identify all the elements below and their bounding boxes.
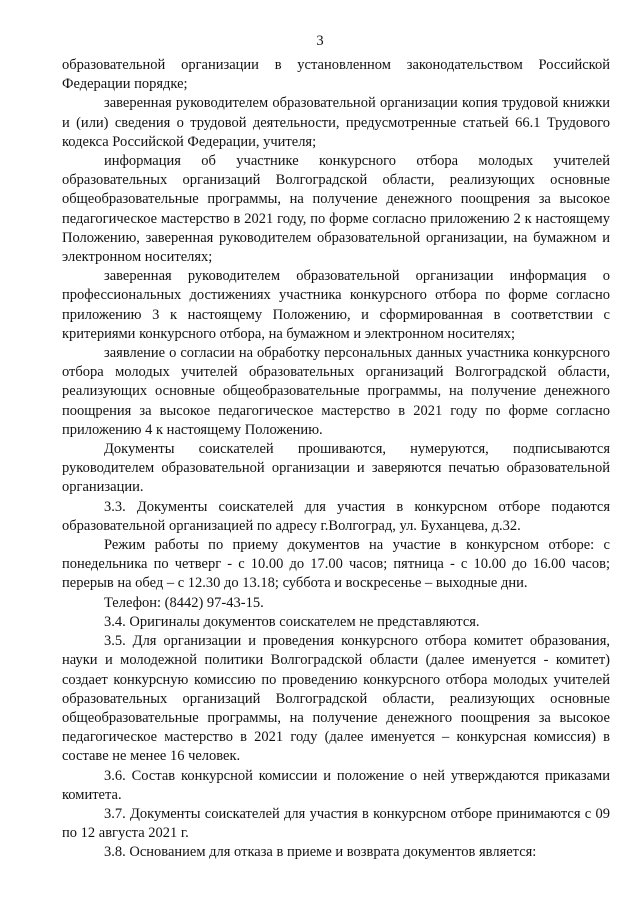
document-body <box>62 56 610 863</box>
paragraph-3-3: 3.3. Документы соискателей для участия в конкурсном отборе подаются образовательной организацией по адресу г.Волгоград, ул. Буханцева, д.32. <box>62 498 610 534</box>
paragraph-3-7: 3.7. Документы соискателей для участия в конкурсном отборе принимаются с 09 по 12 августа 2021 г. <box>62 805 610 842</box>
paragraph-phone: Телефон: (8442) 97-43-15. <box>104 594 264 611</box>
paragraph-3-5: 3.5. Для организации и проведения конкурсного отбора комитет образования, науки и молодежной политики Волгоградской области (далее именуется - комитет) создает конкурсную комиссию по проведению конкурсного отбора молодых учителей образовательных организаций Волгоградской области, реализующих основные общеобразовательные программы, на получение денежного поощрения за высокое педагогическое мастерство в 2021 году (далее именуется – конкурсная комиссия) в составе не менее 16 человек. <box>62 633 610 765</box>
paragraph-3-8: 3.8. Основанием для отказа в приеме и возврата документов является: <box>104 844 537 861</box>
paragraph-participant-info: информация об участнике конкурсного отбора молодых учителей образовательных организаций Волгоградской области, реализующих основные общеобразовательные программы, на получение денежного поощрения за высокое педагогическое мастерство в 2021 году, по форме согласно приложению 2 к настоящему Положению, заверенная руководителем образовательной организации, на бумажном и электронном носителях; <box>62 153 610 266</box>
paragraph-3-4: 3.4. Оригиналы документов соискателем не представляются. <box>104 613 480 630</box>
paragraph-documents-binding: Документы соискателей прошиваются, нумеруются, подписываются руководителем образовательной организации и заверяются печатью образовательной организации. <box>62 441 610 496</box>
paragraph-3-6: 3.6. Состав конкурсной комиссии и положение о ней утверждаются приказами комитета. <box>62 767 610 803</box>
paragraph-employment-record: заверенная руководителем образовательной организации копия трудовой книжки и (или) сведения о трудовой деятельности, предусмотренные статьей 66.1 Трудового кодекса Российской Федерации, учителя; <box>62 95 610 150</box>
page-number: 3 <box>316 33 324 49</box>
paragraph-personal-data-consent: заявление о согласии на обработку персональных данных участника конкурсного отбора молодых учителей образовательных организаций Волгоградской области, реализующих основные общеобразовательные программы, на получение денежного поощрения за высокое педагогическое мастерство в 2021 году по форме согласно приложению 4 к настоящему Положению. <box>62 345 610 438</box>
paragraph-continuation: образовательной организации в установленном законодательством Российской Федерации порядке; <box>62 57 610 93</box>
paragraph-professional-achievements: заверенная руководителем образовательной организации информация о профессиональных достижениях участника конкурсного отбора по форме согласно приложению 3 к настоящему Положению, и сформированная в соответствии с критериями конкурсного отбора, на бумажном и электронном носителях; <box>62 268 610 342</box>
paragraph-working-hours: Режим работы по приему документов на участие в конкурсном отборе: с понедельника по четверг - с 10.00 до 17.00 часов; пятница - с 10.00 до 16.00 часов; перерыв на обед – с 12.30 до 13.18; суббота и воскресенье – выходные дни. <box>62 537 610 592</box>
